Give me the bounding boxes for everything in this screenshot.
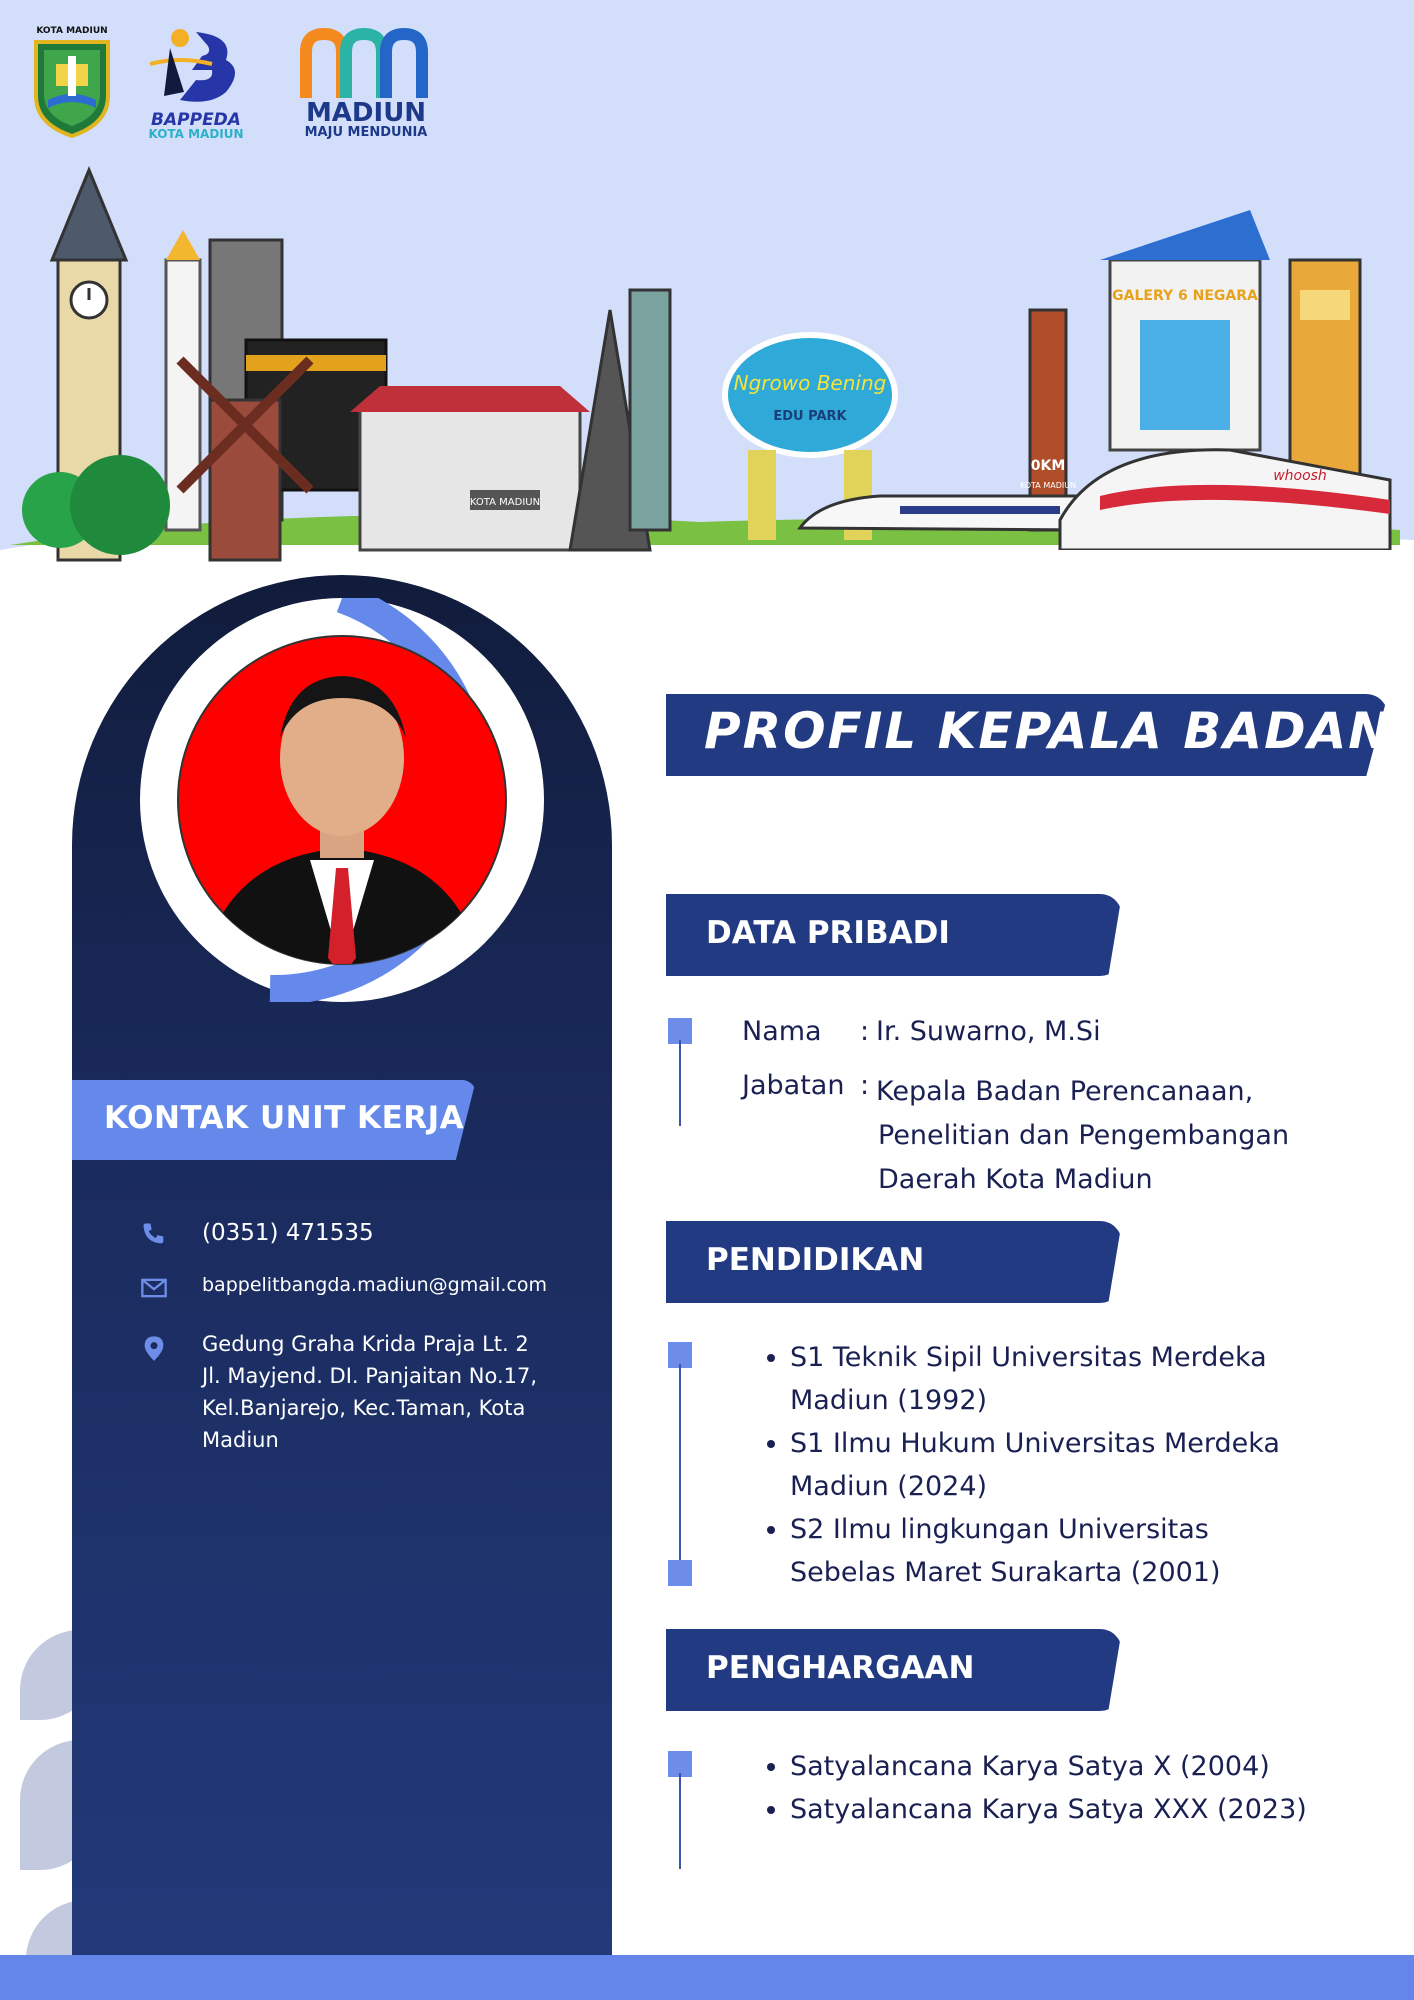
- zero-km-sign-sub: KOTA MADIUN: [1019, 481, 1077, 490]
- timeline-marker: [668, 1560, 692, 1586]
- education-item-line2: Madiun (1992): [790, 1385, 988, 1416]
- city-landmarks-illustration: [0, 150, 1414, 575]
- timeline-line: [679, 1040, 681, 1126]
- name-value: Ir. Suwarno, M.Si: [876, 1016, 1101, 1047]
- bappeda-logo-line2: KOTA MADIUN: [148, 127, 244, 141]
- bappeda-logo-icon: [140, 26, 252, 108]
- education-item: [790, 1508, 1356, 1594]
- kota-madiun-caption: KOTA MADIUN: [36, 26, 108, 36]
- personal-data-title: DATA PRIBADI: [706, 915, 950, 951]
- page-title: PROFIL KEPALA BADAN: [704, 702, 1393, 760]
- address-line-2: Jl. Mayjend. DI. Panjaitan No.17,: [202, 1364, 538, 1388]
- email-icon: [140, 1274, 168, 1302]
- award-item: • Satyalancana Karya Satya XXX (2023): [790, 1788, 1376, 1831]
- gallery-sign: GALERY 6 NEGARA: [1112, 288, 1258, 304]
- position-separator: :: [860, 1070, 870, 1101]
- bappeda-logo-line1: BAPPEDA: [151, 110, 241, 130]
- madiun-mendunia-logo-icon: [300, 28, 430, 100]
- name-label: Nama: [742, 1016, 822, 1047]
- profile-photo-frame: [140, 598, 544, 1002]
- awards-title: PENGHARGAAN: [706, 1650, 975, 1686]
- contact-address: [202, 1328, 537, 1456]
- ngrowo-bening-sign: Ngrowo Bening: [733, 371, 887, 395]
- contact-title: KONTAK UNIT KERJA: [104, 1100, 465, 1136]
- zero-km-sign: 0KM: [1030, 458, 1066, 474]
- education-item-line1: S1 Teknik Sipil Universitas Merdeka: [790, 1342, 1267, 1373]
- position-line-3: Daerah Kota Madiun: [878, 1164, 1153, 1195]
- education-item-line1: S1 Ilmu Hukum Universitas Merdeka: [790, 1428, 1280, 1459]
- education-list: [756, 1336, 1356, 1594]
- madiun-logo-line2: MAJU MENDUNIA: [304, 125, 428, 140]
- address-line-1: Gedung Graha Krida Praja Lt. 2: [202, 1332, 529, 1356]
- position-label: Jabatan: [742, 1070, 845, 1101]
- awards-list: [756, 1745, 1376, 1831]
- address-line-4: Madiun: [202, 1428, 279, 1452]
- position-line-2: Penelitian dan Pengembangan: [878, 1120, 1290, 1151]
- position-value: [876, 1070, 1289, 1202]
- position-line-1: Kepala Badan Perencanaan,: [876, 1076, 1254, 1107]
- address-line-3: Kel.Banjarejo, Kec.Taman, Kota: [202, 1396, 526, 1420]
- education-item-line2: Sebelas Maret Surakarta (2001): [790, 1557, 1221, 1588]
- whoosh-sign: whoosh: [1273, 468, 1327, 484]
- education-item: [790, 1422, 1356, 1508]
- education-title: PENDIDIKAN: [706, 1242, 925, 1278]
- education-item-line1: S2 Ilmu lingkungan Universitas: [790, 1514, 1209, 1545]
- education-item: [790, 1336, 1356, 1422]
- award-item: • Satyalancana Karya Satya X (2004): [790, 1745, 1376, 1788]
- header-banner: [0, 0, 1414, 575]
- kota-madiun-sign: KOTA MADIUN: [469, 497, 541, 508]
- phone-icon: [140, 1220, 168, 1248]
- madiun-logo-line1: MADIUN: [305, 98, 427, 128]
- timeline-line: [679, 1364, 681, 1560]
- contact-phone[interactable]: (0351) 471535: [202, 1220, 374, 1246]
- timeline-line: [679, 1773, 681, 1869]
- kota-madiun-crest-icon: [28, 38, 116, 138]
- contact-email[interactable]: bappelitbangda.madiun@gmail.com: [202, 1274, 548, 1296]
- name-separator: :: [860, 1016, 870, 1047]
- edu-park-sign: EDU PARK: [773, 409, 847, 424]
- location-pin-icon: [140, 1334, 168, 1362]
- education-item-line2: Madiun (2024): [790, 1471, 988, 1502]
- footer-bar: [0, 1955, 1414, 2000]
